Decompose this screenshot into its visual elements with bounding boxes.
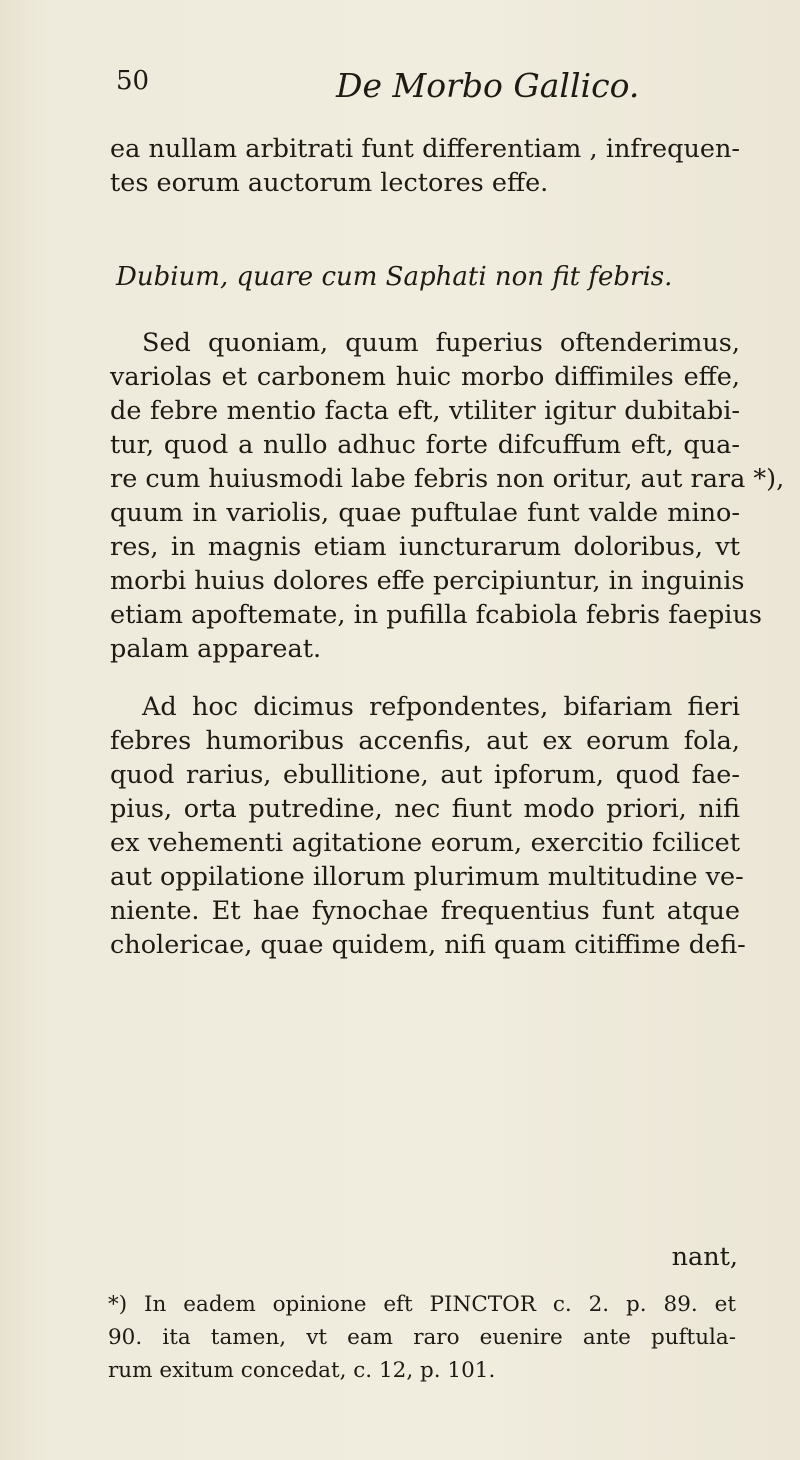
text-line: etiam apoftemate, in pufilla fcabiola febris faepius: [110, 600, 762, 630]
text-line: tes eorum auctorum lectores effe.: [110, 168, 549, 198]
text-line: variolas et carbonem huic morbo diffimiles effe,: [110, 362, 740, 392]
footnote: [108, 1288, 736, 1387]
page-number: 50: [116, 66, 150, 96]
text-line: niente. Et hae fynochae frequentius funt atque: [110, 896, 740, 926]
catchword: nant,: [671, 1242, 738, 1272]
text-line: cholericae, quae quidem, nifi quam citiffime defi-: [110, 930, 746, 960]
text-line: Ad hoc dicimus refpondentes, bifariam fieri: [142, 692, 740, 722]
text-line: res, in magnis etiam iuncturarum doloribus, vt: [110, 532, 740, 562]
text-line: de febre mentio facta eft, vtiliter igitur dubitabi-: [110, 396, 740, 426]
footnote-line: 90. ita tamen, vt eam raro euenire ante puftula-: [108, 1325, 736, 1350]
text-line: febres humoribus accenfis, aut ex eorum fola,: [110, 726, 740, 756]
text-line: ex vehementi agitatione eorum, exercitio fcilicet: [110, 828, 740, 858]
text-line: aut oppilatione illorum plurimum multitudine ve-: [110, 862, 744, 892]
footnote-line: rum exitum concedat, c. 12, p. 101.: [108, 1358, 496, 1383]
footnote-line: *) In eadem opinione eft PINCTOR c. 2. p. 89. et: [108, 1292, 736, 1317]
text-line: morbi huius dolores effe percipiuntur, in inguinis: [110, 566, 745, 596]
text-line: tur, quod a nullo adhuc forte difcuffum eft, qua-: [110, 430, 740, 460]
paragraph-1: [110, 326, 785, 666]
text-line: quum in variolis, quae puftulae funt valde mino-: [110, 498, 740, 528]
text-line: palam appareat.: [110, 634, 322, 664]
text-line: re cum huiusmodi labe febris non oritur, aut rara *),: [110, 464, 785, 494]
text-line: ea nullam arbitrati funt differentiam , infrequen-: [110, 134, 740, 164]
text-line: quod rarius, ebullitione, aut ipforum, quod fae-: [110, 760, 740, 790]
page-header: [116, 66, 716, 106]
section-heading: Dubium, quare cum Saphati non fit febris.: [116, 262, 673, 292]
paragraph-2: [110, 690, 746, 962]
running-title: De Morbo Gallico.: [336, 66, 640, 105]
text-line: pius, orta putredine, nec fiunt modo priori, nifi: [110, 794, 740, 824]
text-line: Sed quoniam, quum fuperius oftenderimus,: [142, 328, 740, 358]
intro-text: [110, 132, 740, 200]
